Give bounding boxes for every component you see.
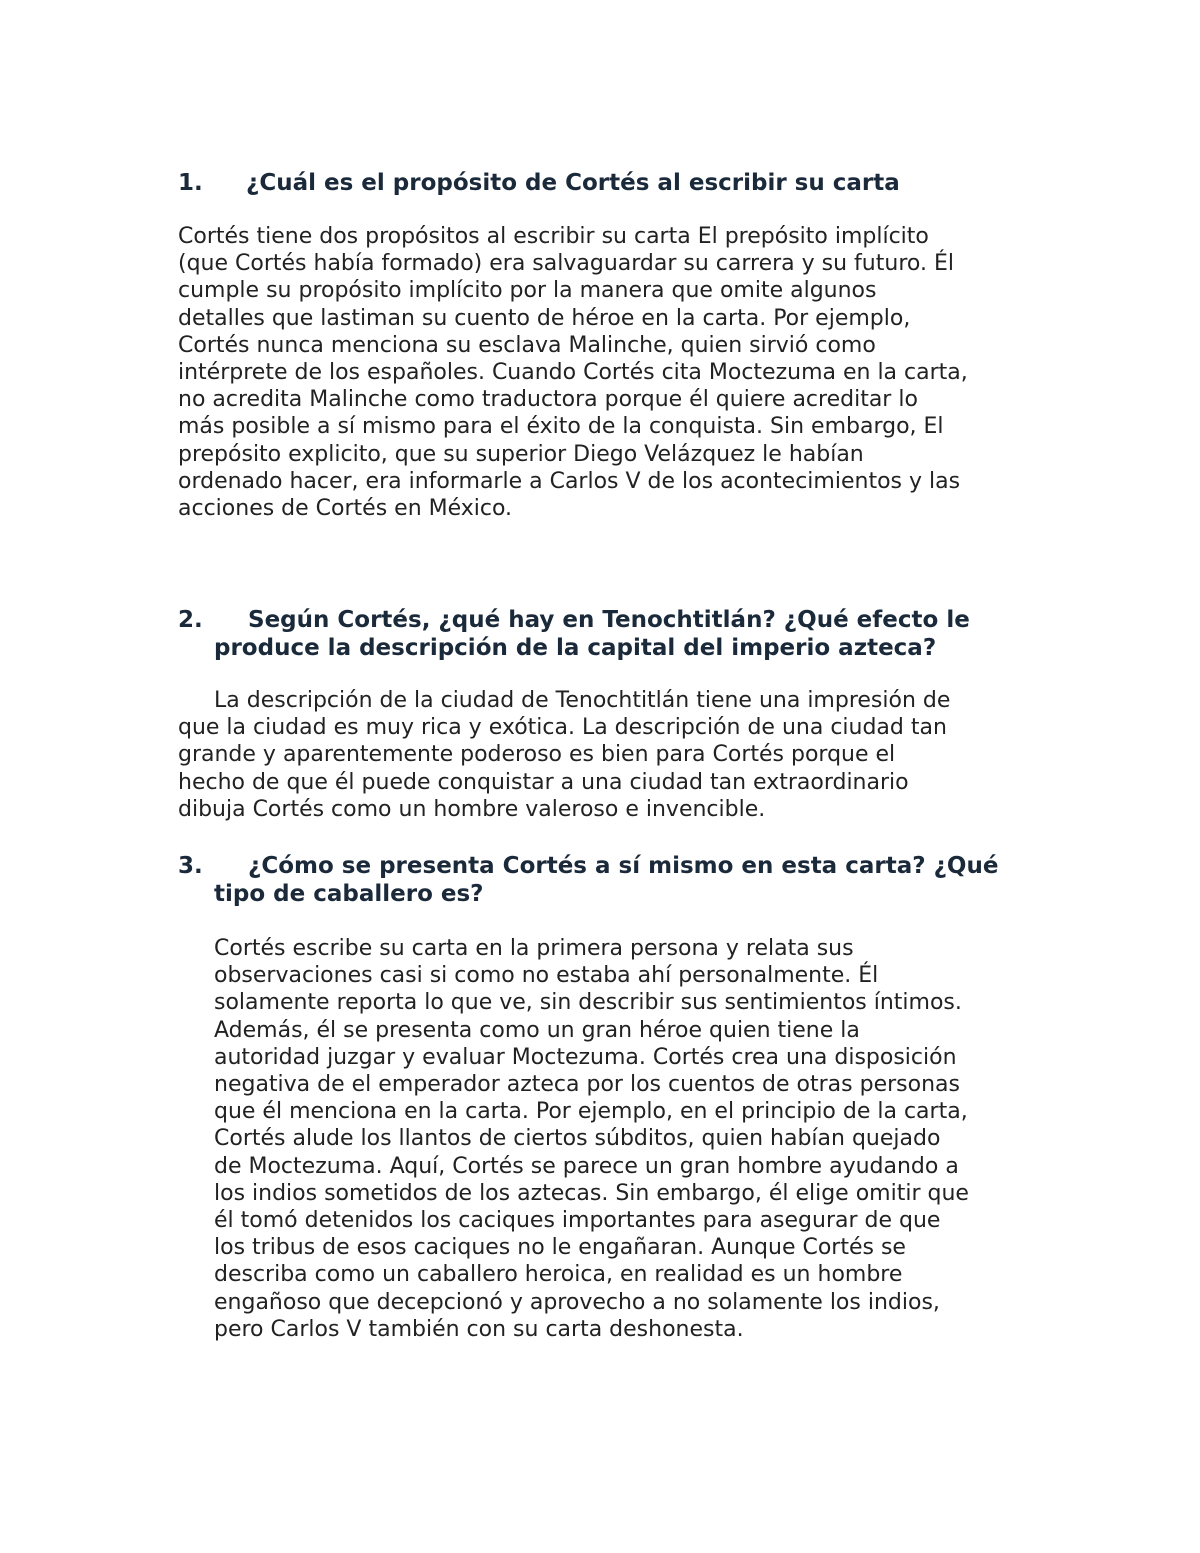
question-2-heading xyxy=(178,606,1038,662)
question-1-title: ¿Cuál es el propósito de Cortés al escribir su carta xyxy=(246,170,900,196)
question-1-number: 1. xyxy=(178,170,203,196)
question-1-answer: Cortés tiene dos propósitos al escribir su carta El prepósito implícito (que Cortés había formado) era salvaguardar su carrera y su futuro. Él cumple su propósito implícito por la manera que omite algunos detalles que lastiman su cuento de héroe en la carta. Por ejemplo, Cortés nunca menciona su esclava Malinche, quien sirvió como intérprete de los españoles. Cuando Cortés cita Moctezuma en la carta, no acredita Malinche como traductora porque él quiere acreditar lo más posible a sí mismo para el éxito de la conquista. Sin embargo, El prepósito explicito, que su superior Diego Velázquez le habían ordenado hacer, era informarle a Carlos V de los acontecimientos y las acciones de Cortés en México. xyxy=(178,224,968,522)
question-2-number: 2. xyxy=(178,607,203,633)
question-3-heading xyxy=(178,852,1038,908)
question-2-title: Según Cortés, ¿qué hay en Tenochtitlán? ¿Qué efecto le produce la descripción de la capital del imperio azteca? xyxy=(214,607,970,661)
question-2-answer: La descripción de la ciudad de Tenochtitlán tiene una impresión de que la ciudad es muy rica y exótica. La descripción de una ciudad tan grande y aparentemente poderoso es bien para Cortés porque el hecho de que él puede conquistar a una ciudad tan extraordinario dibuja Cortés como un hombre valeroso e invencible. xyxy=(178,688,951,822)
question-3-answer: Cortés escribe su carta en la primera persona y relata sus observaciones casi si como no estaba ahí personalmente. Él solamente reporta lo que ve, sin describir sus sentimientos íntimos. Además, él se presenta como un gran héroe quien tiene la autoridad juzgar y evaluar Moctezuma. Cortés crea una disposición negativa de el emperador azteca por los cuentos de otras personas que él menciona en la carta. Por ejemplo, en el principio de la carta, Cortés alude los llantos de ciertos súbditos, quien habían quejado de Moctezuma. Aquí, Cortés se parece un gran hombre ayudando a los indios sometidos de los aztecas. Sin embargo, él elige omitir que él tomó detenidos los caciques importantes para asegurar de que los tribus de esos caciques no le engañaran. Aunque Cortés se describa como un caballero heroica, en realidad es un hombre engañoso que decepcionó y aprovecho a no solamente los indios, pero Carlos V también con su carta deshonesta. xyxy=(214,936,969,1342)
question-3-number: 3. xyxy=(178,853,203,879)
question-3-title: ¿Cómo se presenta Cortés a sí mismo en esta carta? ¿Qué tipo de caballero es? xyxy=(214,853,999,907)
question-1-heading xyxy=(178,169,1038,197)
